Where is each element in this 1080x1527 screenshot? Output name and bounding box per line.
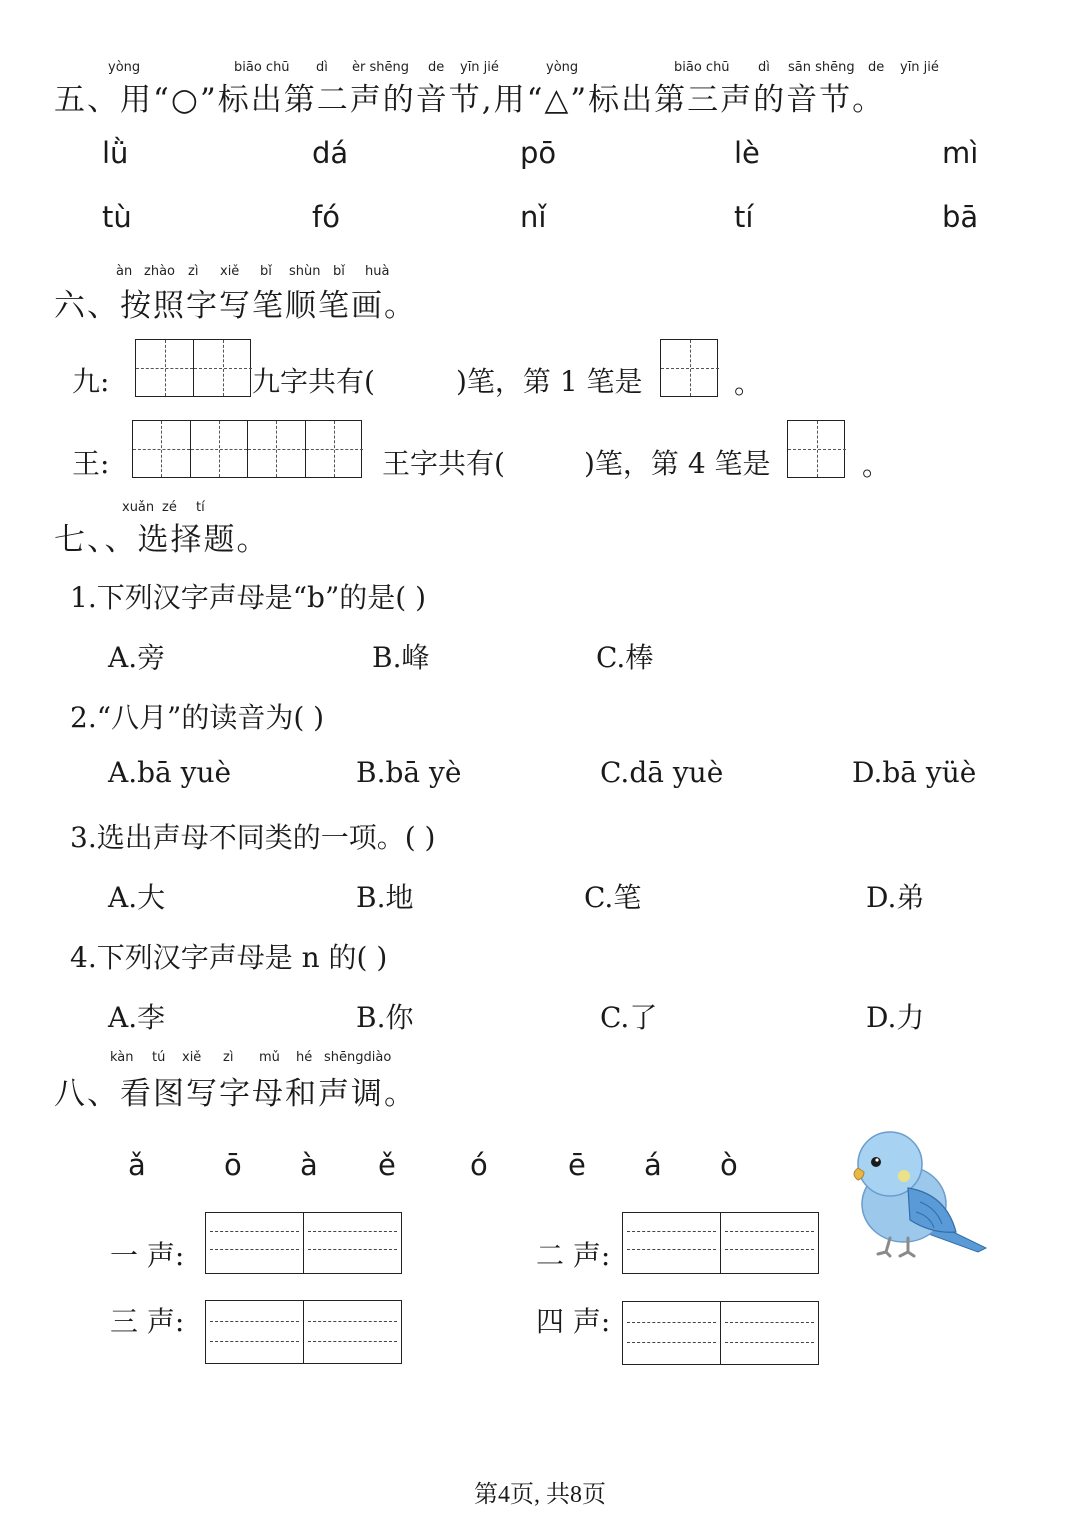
section6-title: 六、按照字写笔顺笔画。 bbox=[54, 288, 417, 324]
question-stem: 1.下列汉字声母是“b”的是( ) bbox=[70, 581, 427, 614]
tone-letter: à bbox=[300, 1148, 318, 1182]
question-stem: 2.“八月”的读音为( ) bbox=[70, 701, 325, 734]
stroke-order-text: )笔，第 4 笔是 bbox=[584, 447, 771, 480]
syllable: mì bbox=[942, 136, 979, 170]
pinyin-annotation: kàn bbox=[110, 1050, 134, 1065]
option[interactable]: C.棒 bbox=[596, 641, 654, 674]
tone-label: 三 声: bbox=[110, 1305, 185, 1338]
pinyin-annotation: tú bbox=[152, 1050, 166, 1065]
option[interactable]: C.了 bbox=[600, 1001, 658, 1034]
syllable: lǜ bbox=[102, 136, 129, 170]
pinyin-annotation: hé bbox=[296, 1050, 313, 1065]
tone-letter: ē bbox=[568, 1148, 586, 1182]
question-stem: 3.选出声母不同类的一项。( ) bbox=[70, 821, 436, 854]
pinyin-annotation: yīn jié bbox=[900, 60, 939, 75]
tone-letter: ǎ bbox=[128, 1148, 146, 1182]
pinyin-grid[interactable] bbox=[622, 1212, 819, 1274]
syllable: lè bbox=[734, 136, 760, 170]
option[interactable]: B.地 bbox=[356, 881, 414, 914]
pinyin-annotation: mǔ bbox=[259, 1050, 280, 1065]
tone-label: 二 声: bbox=[536, 1239, 611, 1272]
bird-head bbox=[858, 1132, 922, 1196]
option[interactable]: B.峰 bbox=[372, 641, 430, 674]
question-stem: 4.下列汉字声母是 n 的( ) bbox=[70, 941, 388, 974]
option[interactable]: D.力 bbox=[866, 1001, 925, 1034]
pinyin-annotation: xiě bbox=[182, 1050, 202, 1065]
option[interactable]: A.李 bbox=[108, 1001, 166, 1034]
pinyin-annotation: sān shēng bbox=[788, 60, 855, 75]
pinyin-annotation: biāo chū bbox=[234, 60, 290, 75]
stroke-count-text: 王字共有( bbox=[382, 447, 505, 480]
tian-grid[interactable] bbox=[787, 420, 845, 478]
option[interactable]: A.bā yuè bbox=[108, 756, 232, 789]
option[interactable]: A.旁 bbox=[108, 641, 166, 674]
pinyin-annotation: huà bbox=[365, 264, 390, 279]
option[interactable]: D.bā yüè bbox=[852, 756, 977, 789]
tone-label: 四 声: bbox=[536, 1305, 611, 1338]
syllable: pō bbox=[520, 136, 557, 170]
pinyin-annotation: shēngdiào bbox=[324, 1050, 392, 1065]
pinyin-annotation: yòng bbox=[546, 60, 579, 75]
section7-title: 七、、选择题。 bbox=[54, 522, 270, 558]
bird-eye bbox=[871, 1157, 881, 1167]
pinyin-annotation: zhào bbox=[144, 264, 175, 279]
tone-letter: á bbox=[644, 1148, 662, 1182]
tone-letter: ě bbox=[378, 1148, 396, 1182]
page-number: 第4页, 共8页 bbox=[474, 1482, 606, 1508]
pinyin-annotation: yòng bbox=[108, 60, 141, 75]
pinyin-annotation: tí bbox=[196, 500, 205, 515]
option[interactable]: B.bā yè bbox=[356, 756, 462, 789]
stroke-char-label: 九: bbox=[72, 365, 110, 398]
tone-letter: ó bbox=[470, 1148, 488, 1182]
pinyin-grid[interactable] bbox=[205, 1300, 402, 1364]
parakeet-illustration bbox=[846, 1128, 992, 1260]
section5-title: 五、用“○”标出第二声的音节,用“△”标出第三声的音节。 bbox=[54, 82, 886, 118]
tone-letter: ò bbox=[720, 1148, 738, 1182]
pinyin-annotation: zé bbox=[162, 500, 177, 515]
option[interactable]: C.dā yuè bbox=[600, 756, 724, 789]
pinyin-grid[interactable] bbox=[205, 1212, 402, 1274]
option[interactable]: B.你 bbox=[356, 1001, 414, 1034]
option[interactable]: A.大 bbox=[108, 881, 166, 914]
bird-cheek bbox=[898, 1170, 910, 1182]
pinyin-annotation: shùn bbox=[289, 264, 321, 279]
tian-grid[interactable] bbox=[660, 339, 718, 397]
option[interactable]: D.弟 bbox=[866, 881, 925, 914]
pinyin-annotation: de bbox=[428, 60, 445, 75]
option[interactable]: C.笔 bbox=[584, 881, 642, 914]
pinyin-annotation: xuǎn bbox=[122, 500, 155, 515]
pinyin-annotation: zì bbox=[188, 264, 199, 279]
syllable: nǐ bbox=[520, 200, 547, 234]
pinyin-annotation: yīn jié bbox=[460, 60, 499, 75]
syllable: tí bbox=[734, 200, 754, 234]
period: 。 bbox=[862, 449, 891, 482]
tone-letter: ō bbox=[224, 1148, 242, 1182]
pinyin-annotation: èr shēng bbox=[352, 60, 409, 75]
stroke-char-label: 王: bbox=[72, 447, 110, 480]
section8-title: 八、看图写字母和声调。 bbox=[54, 1076, 417, 1112]
tian-grid[interactable] bbox=[132, 420, 362, 478]
pinyin-annotation: biāo chū bbox=[674, 60, 730, 75]
pinyin-annotation: dì bbox=[316, 60, 328, 75]
pinyin-annotation: bǐ bbox=[260, 264, 272, 279]
pinyin-annotation: àn bbox=[116, 264, 133, 279]
syllable: bā bbox=[942, 200, 979, 234]
pinyin-annotation: dì bbox=[758, 60, 770, 75]
stroke-count-text: 九字共有( bbox=[252, 365, 375, 398]
stroke-order-text: )笔，第 1 笔是 bbox=[456, 365, 643, 398]
syllable: dá bbox=[312, 136, 349, 170]
tian-grid[interactable] bbox=[135, 339, 251, 397]
pinyin-annotation: bǐ bbox=[333, 264, 345, 279]
pinyin-annotation: de bbox=[868, 60, 885, 75]
syllable: tù bbox=[102, 200, 132, 234]
syllable: fó bbox=[312, 200, 340, 234]
pinyin-annotation: xiě bbox=[220, 264, 240, 279]
pinyin-grid[interactable] bbox=[622, 1301, 819, 1365]
pinyin-annotation: zì bbox=[223, 1050, 234, 1065]
tone-label: 一 声: bbox=[110, 1239, 185, 1272]
period: 。 bbox=[734, 367, 763, 400]
